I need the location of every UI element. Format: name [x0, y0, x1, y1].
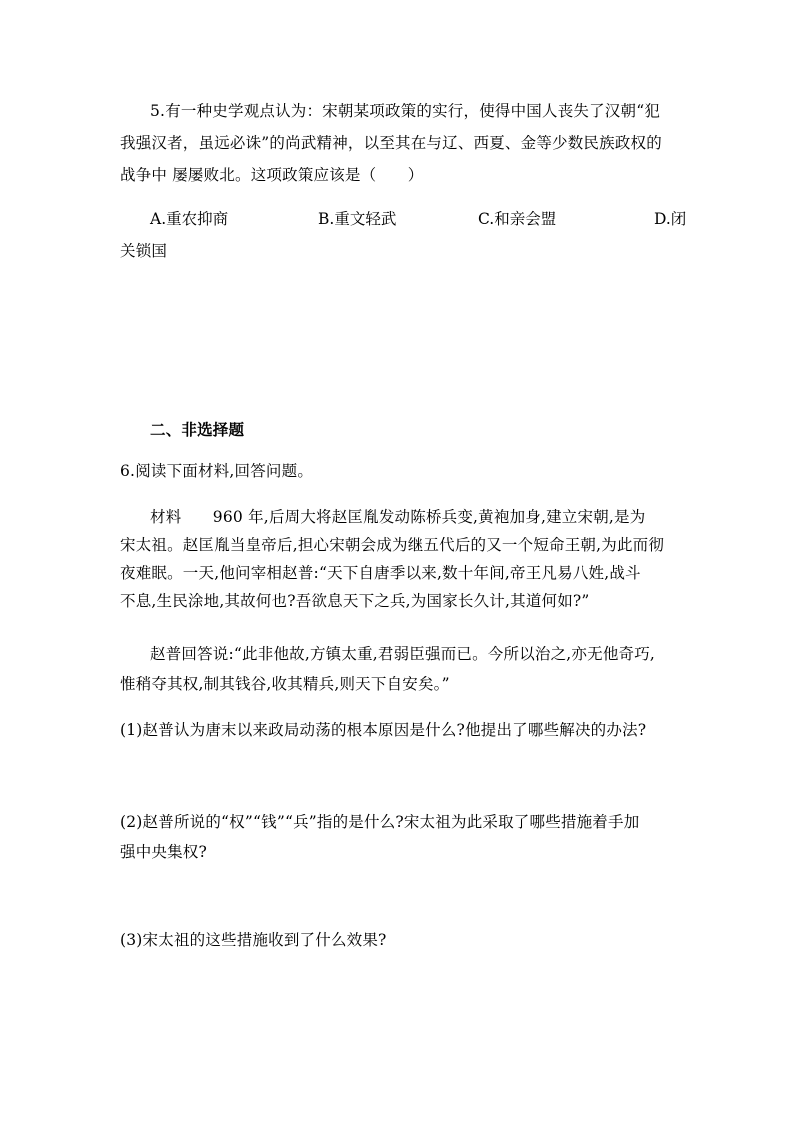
q6-sub-question-1: (1)赵普认为唐末以来政局动荡的根本原因是什么?他提出了哪些解决的办法? [120, 721, 647, 739]
q6-sub-question-2-line-2: 强中央集权? [120, 843, 208, 861]
q6-answer-line-1: 赵普回答说:“此非他故,方镇太重,君弱臣强而已。今所以治之,亦无他奇巧, [150, 645, 656, 663]
q6-intro: 6.阅读下面材料,回答问题。 [120, 462, 314, 480]
q5-line-2: 我强汉者，虽远必诛”的尚武精神，以至其在与辽、西夏、金等少数民族政权的 [120, 134, 662, 152]
q5-option-d: D.闭 [654, 210, 687, 228]
q5-line-3: 战争中 屡屡败北。这项政策应该是（ ） [120, 166, 424, 184]
q6-sub-question-3: (3)宋太祖的这些措施收到了什么效果? [120, 931, 387, 949]
q5-option-d-continued: 关锁国 [120, 242, 168, 260]
q6-material-line-2: 宋太祖。赵匡胤当皇帝后,担心宋朝会成为继五代后的又一个短命王朝,为此而彻 [120, 536, 665, 554]
q5-option-a: A.重农抑商 [150, 210, 229, 228]
q6-sub-question-2-line-1: (2)赵普所说的“权”“钱”“兵”指的是什么?宋太祖为此采取了哪些措施着手加 [120, 813, 640, 831]
q5-line-1: 5.有一种史学观点认为：宋朝某项政策的实行，使得中国人丧失了汉朝“犯 [150, 102, 661, 120]
q5-option-c: C.和亲会盟 [478, 210, 557, 228]
q6-material-line-4: 不息,生民涂地,其故何也?吾欲息天下之兵,为国家长久计,其道何如?” [120, 592, 590, 610]
q5-option-b: B.重文轻武 [318, 210, 397, 228]
q6-material-line-3: 夜难眠。一天,他问宰相赵普:“天下自唐季以来,数十年间,帝王凡易八姓,战斗 [120, 564, 641, 582]
q6-answer-line-2: 惟稍夺其权,制其钱谷,收其精兵,则天下自安矣。” [120, 675, 450, 693]
section-title: 二、非选择题 [150, 420, 245, 439]
q6-material-line-1: 材料 960 年,后周大将赵匡胤发动陈桥兵变,黄袍加身,建立宋朝,是为 [150, 508, 646, 526]
